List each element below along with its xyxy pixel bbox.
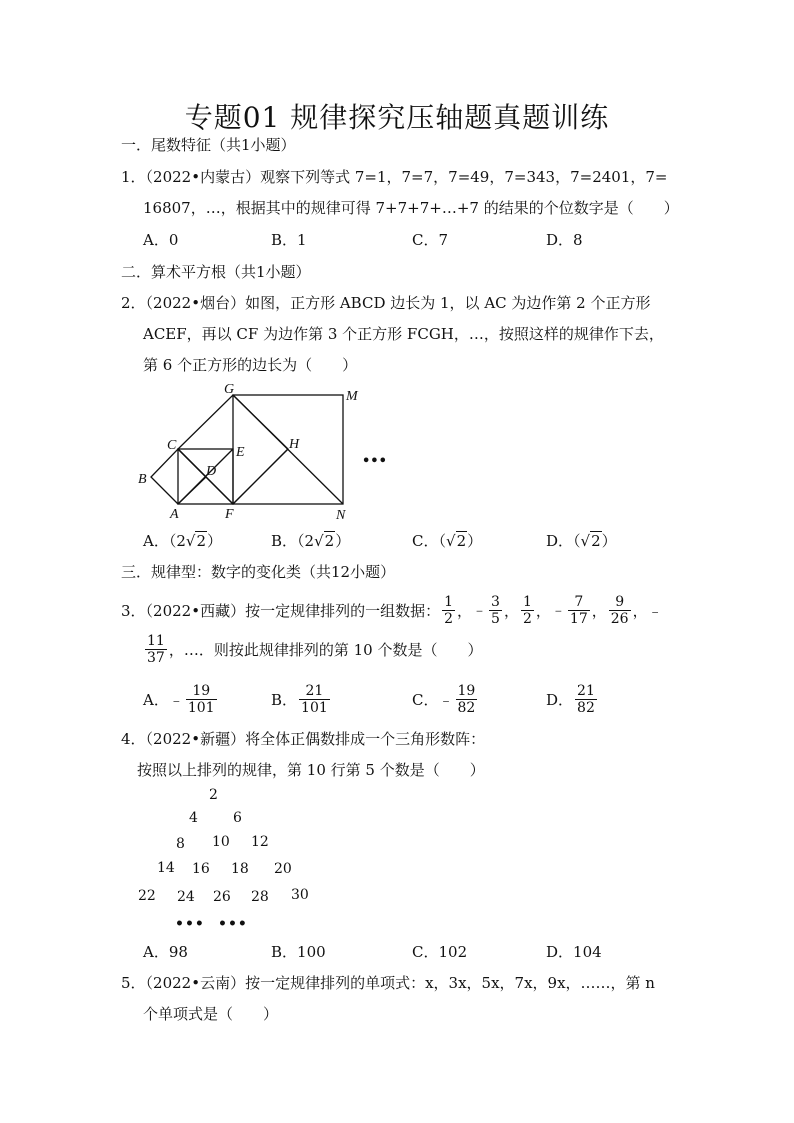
q2-option-c: C．（√2）: [412, 532, 483, 550]
figure-label-m: M: [346, 389, 358, 404]
q1-option-d: D．8: [546, 231, 583, 249]
triangle-cell: 16: [192, 861, 210, 877]
triangle-cell: 8: [176, 836, 185, 852]
q2-stem-line3: 第 6 个正方形的边长为（ ）: [143, 356, 358, 374]
triangle-cell: 18: [231, 861, 249, 877]
figure-label-a: A: [170, 507, 179, 522]
q2-option-a: A．（2√2）: [143, 532, 223, 550]
q1-option-c: C．7: [412, 231, 449, 249]
triangle-cell: 22: [138, 888, 156, 904]
figure-label-h: H: [289, 437, 300, 452]
figure-label-f: F: [225, 507, 234, 522]
figure-label-e: E: [236, 445, 245, 460]
section-heading-1: 一．尾数特征（共1小题）: [121, 136, 296, 154]
q5-stem-line2: 个单项式是（ ）: [143, 1005, 279, 1023]
q4-stem-line2: 按照以上排列的规律，第 10 行第 5 个数是（ ）: [137, 761, 485, 779]
seq-item-3: $\frac{1}{2}$: [522, 594, 532, 627]
triangle-ellipsis: •••: [218, 916, 248, 932]
q3-stem-line1: 3．（2022•西藏）按一定规律排列的一组数据： $\frac{1}{2}$ ， ﹣ $\frac{3}{5}$ ， $\frac{1}{2}$ ， ﹣ $\frac{7}{17}$ ， $\frac{9}{26}$ ， ﹣: [121, 594, 663, 627]
seq-item-6: ﹣: [647, 602, 663, 620]
triangle-cell: 24: [177, 889, 195, 905]
q3-option-a: A． ﹣ $\frac{19}{101}$: [143, 683, 215, 716]
triangle-cell: 28: [251, 889, 269, 905]
q2-square-figure: [130, 378, 400, 523]
triangle-cell: 6: [233, 810, 242, 826]
q4-option-d: D．104: [546, 943, 602, 961]
q1-option-a: A．0: [143, 231, 179, 249]
q1-option-b: B．1: [271, 231, 307, 249]
q4-stem-line1: 4．（2022•新疆）将全体正偶数排成一个三角形数阵：: [121, 730, 486, 748]
figure-label-c: C: [167, 438, 177, 453]
q1-stem-line2: 16807，…，根据其中的规律可得 7+7+7+…+7 的结果的个位数字是（ ）: [143, 199, 679, 217]
section-heading-2: 二．算术平方根（共1小题）: [121, 263, 311, 281]
triangle-cell: 30: [291, 887, 309, 903]
page-title: 专题01 规律探究压轴题真题训练: [184, 101, 610, 134]
triangle-cell: 4: [189, 810, 198, 826]
q3-option-c: C． ﹣ $\frac{19}{82}$: [412, 683, 476, 716]
figure-label-n: N: [336, 508, 346, 523]
section-heading-3: 三．规律型：数字的变化类（共12小题）: [121, 563, 396, 581]
q4-option-a: A．98: [143, 943, 188, 961]
q2-option-d: D．（√2）: [546, 532, 617, 550]
q2-stem-line2: ACEF，再以 CF 为边作第 3 个正方形 FCGH，…，按照这样的规律作下去，: [143, 325, 664, 343]
seq-item-1: $\frac{1}{2}$: [444, 594, 453, 627]
q5-stem-line1: 5．（2022•云南）按一定规律排列的单项式：x，3x，5x，7x，9x，……，第 n: [121, 974, 655, 992]
q3-option-d: D． $\frac{21}{82}$: [546, 683, 595, 716]
seq-item-2: ﹣ $\frac{3}{5}$: [472, 594, 500, 627]
figure-label-g: G: [224, 382, 235, 397]
triangle-cell: 14: [157, 860, 175, 876]
triangle-cell: 12: [251, 834, 269, 850]
q3-stem-line2: $\frac{11}{37}$ ，…．则按此规律排列的第 10 个数是（ ）: [147, 633, 483, 666]
seq-item-5: $\frac{9}{26}$: [610, 594, 629, 627]
q2-option-b: B．（2√2）: [271, 532, 351, 550]
triangle-cell: 10: [212, 834, 230, 850]
q4-option-b: B．100: [271, 943, 326, 961]
triangle-cell: 26: [213, 889, 231, 905]
triangle-cell: 2: [209, 787, 218, 803]
q2-stem-line1: 2．（2022•烟台）如图，正方形 ABCD 边长为 1，以 AC 为边作第 2 个正方形: [121, 294, 651, 312]
figure-label-b: B: [138, 472, 147, 487]
q1-stem-line1: 1．（2022•内蒙古）观察下列等式 7=1，7=7，7=49，7=343，7=2401，7=: [121, 168, 668, 186]
q4-option-c: C．102: [412, 943, 468, 961]
figure-ellipsis: •••: [362, 454, 387, 469]
seq-item-4: ﹣ $\frac{7}{17}$: [550, 594, 588, 627]
q3-option-b: B． $\frac{21}{101}$: [271, 683, 328, 716]
figure-label-d: D: [206, 464, 217, 479]
triangle-cell: 20: [274, 861, 292, 877]
triangle-ellipsis: •••: [175, 916, 205, 932]
